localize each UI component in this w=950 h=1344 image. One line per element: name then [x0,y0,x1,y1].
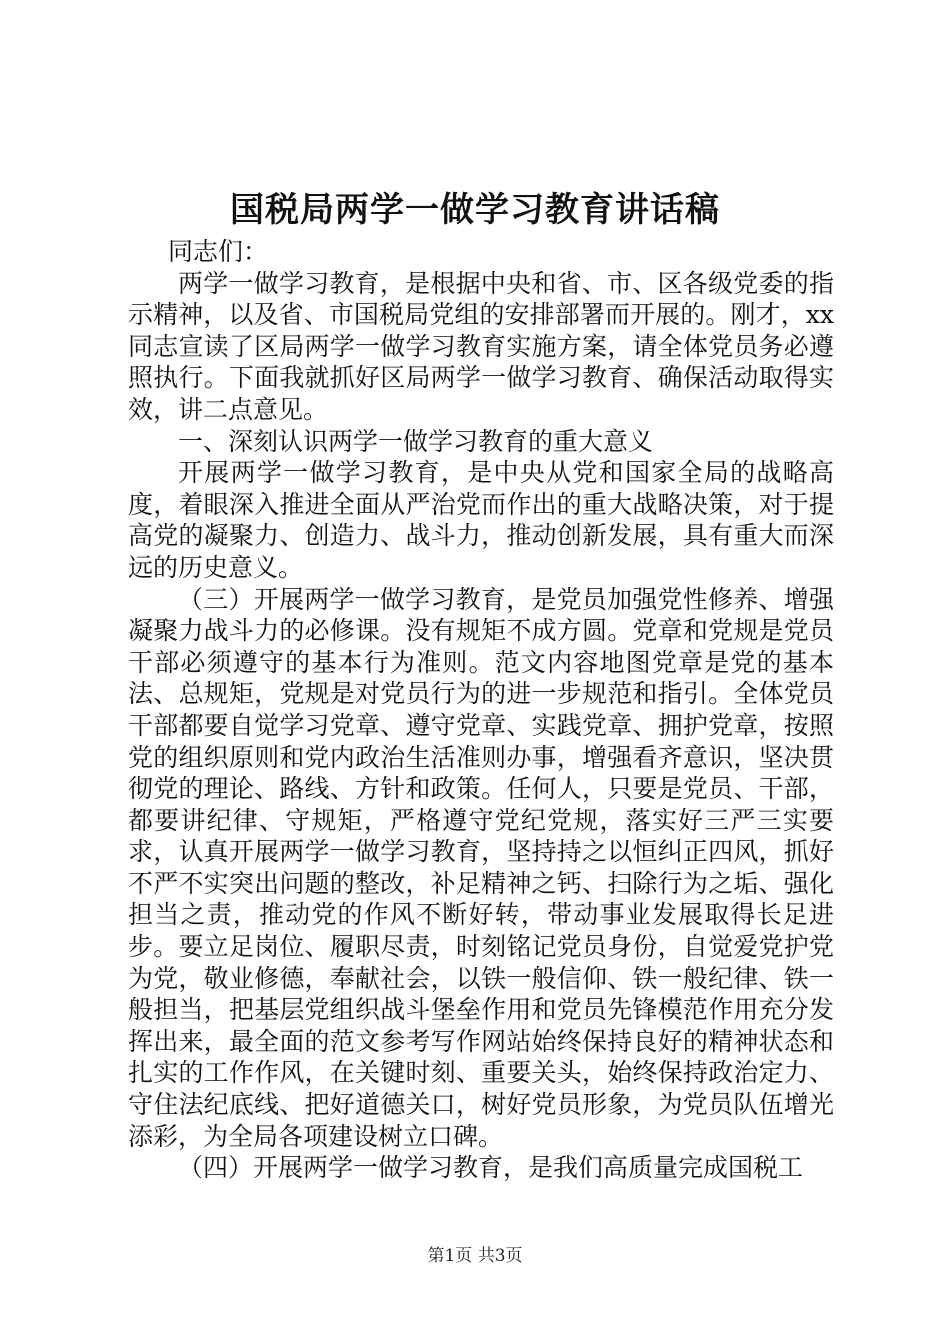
body-paragraph: （三）开展两学一做学习教育，是党员加强党性修养、增强凝聚力战斗力的必修课。没有规矩不成方圆。党章和党规是党员干部必须遵守的基本行为准则。范文内容地图党章是党的基本法、总规矩，党规是对党员行为的进一步规范和指引。全体党员干部都要自觉学习党章、遵守党章、实践党章、拥护党章，按照党的组织原则和党内政治生活准则办事，增强看齐意识，坚决贯彻党的理论、路线、方针和政策。任何人，只要是党员、干部，都要讲纪律、守规矩，严格遵守党纪党规，落实好三严三实要求，认真开展两学一做学习教育，坚持持之以恒纠正四风，抓好不严不实突出问题的整改，补足精神之钙、扫除行为之垢、强化担当之责，推动党的作风不断好转，带动事业发展取得长足进步。要立足岗位、履职尽责，时刻铭记党员身份，自觉爱党护党为党，敬业修德，奉献社会，以铁一般信仰、铁一般纪律、铁一般担当，把基层党组织战斗堡垒作用和党员先锋模范作用充分发挥出来，最全面的范文参考写作网站始终保持良好的精神状态和扎实的工作作风，在关键时刻、重要关头，始终保持政治定力、守住法纪底线、把好道德关口，树好党员形象，为党员队伍增光添彩，为全局各项建设树立口碑。 [128,584,834,1151]
greeting-paragraph: 同志们： [168,237,269,266]
document-title: 国税局两学一做学习教育讲话稿 [230,190,720,230]
page-footer: 第1页 共3页 [427,1246,523,1266]
intro-paragraph: 两学一做学习教育，是根据中央和省、市、区各级党委的指示精神，以及省、市国税局党组的安排部署而开展的。刚才，xx同志宣读了区局两学一做学习教育实施方案，请全体党员务必遵照执行。下面我就抓好区局两学一做学习教育、确保活动取得实效，讲二点意见。 [128,268,834,424]
body-paragraph: （四）开展两学一做学习教育，是我们高质量完成国税工 [178,1153,804,1183]
section-heading: 一、深刻认识两学一做学习教育的重大意义 [178,426,654,456]
document-body [128,236,834,1184]
body-paragraph: 开展两学一做学习教育，是中央从党和国家全局的战略高度，着眼深入推进全面从严治党而作出的重大战略决策，对于提高党的凝聚力、创造力、战斗力，推动创新发展，具有重大而深远的历史意义。 [128,458,834,582]
